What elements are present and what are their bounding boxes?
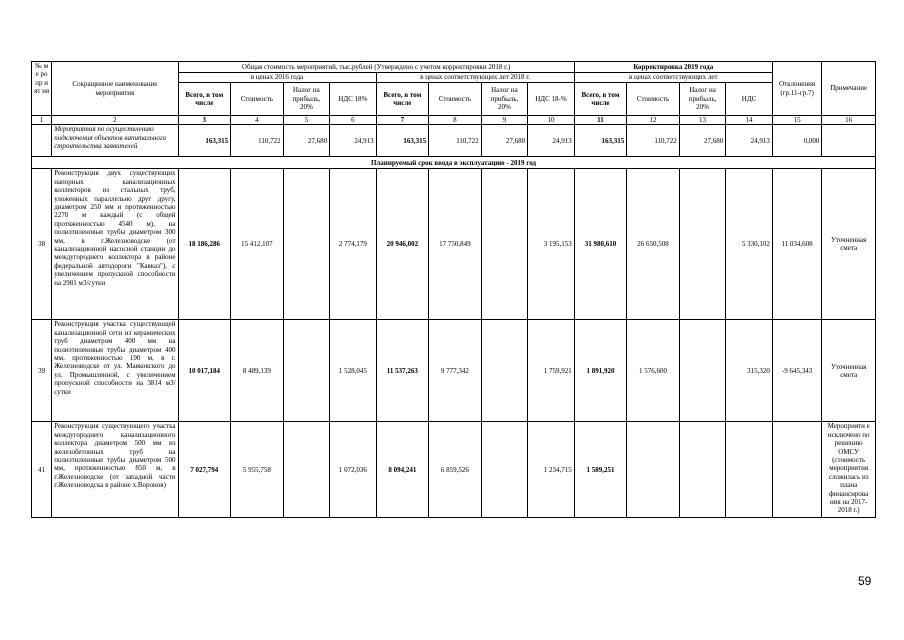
row-value [481, 422, 527, 518]
row-value [679, 422, 725, 518]
row-value: 1 589,251 [574, 422, 627, 518]
header-cost: Стоимость [429, 83, 482, 116]
summary-value: 27,680 [679, 125, 725, 157]
row-value: 1 528,045 [330, 320, 376, 422]
header-cost: Стоимость [627, 83, 680, 116]
row-value: 9 777,342 [429, 320, 482, 422]
row-value: 31 980,610 [574, 169, 627, 320]
col-number: 10 [528, 116, 575, 125]
summary-value: 110,722 [627, 125, 680, 157]
table-row [32, 422, 876, 518]
row-value: 11 537,263 [376, 320, 429, 422]
summary-value: 27,680 [481, 125, 527, 157]
row-value: 1 234,715 [528, 422, 575, 518]
header-prices-corr: в ценах соответствующих лет [574, 73, 772, 83]
row-value: 5 955,758 [231, 422, 284, 518]
row-value: 8 489,139 [231, 320, 284, 422]
col-number: 9 [481, 116, 527, 125]
row-value: 10 017,184 [178, 320, 231, 422]
col-number: 4 [231, 116, 284, 125]
summary-value: 163,315 [376, 125, 429, 157]
header-total-incl: Всего, в том числе [574, 83, 627, 116]
row-number: 38 [32, 169, 52, 320]
row-value: 15 412,107 [231, 169, 284, 320]
row-value [726, 422, 773, 518]
col-number: 5 [283, 116, 329, 125]
row-note: Уточненная смета [822, 169, 876, 320]
header-total-incl: Всего, в том числе [376, 83, 429, 116]
header-number: № ме ро пр ият ия [32, 62, 52, 116]
row-value [679, 169, 725, 320]
header-vat: НДС 18-% [528, 83, 575, 116]
summary-value: 110,722 [231, 125, 284, 157]
row-value [679, 320, 725, 422]
row-value [481, 169, 527, 320]
row-value: 3 195,153 [528, 169, 575, 320]
header-cost: Стоимость [231, 83, 284, 116]
row-value: 20 946,002 [376, 169, 429, 320]
header-deviation: Отклонения (гр.11-гр.7) [772, 62, 822, 116]
header-note: Примечание [822, 62, 876, 116]
col-number: 16 [822, 116, 876, 125]
header-total-cost: Общая стоимость мероприятий, тыс.рублей (Утверждено с учетом корректировки 2018 г.) [178, 62, 574, 73]
row-value: 7 027,794 [178, 422, 231, 518]
summary-num [32, 125, 52, 157]
row-name: Реконструкция участка существующей канализационной сети из керамических труб диаметром 400 мм на полиэтиленовые трубы диаметром 400 мм, протяженностью 190 м, в г. Железноводске от ул. Маяковского до ул. Промышленной, с увеличением пропускной способности на 3814 м3/сутки [52, 320, 178, 422]
row-value: 17 750,849 [429, 169, 482, 320]
header-profit-tax: Налог на прибыль, 20% [283, 83, 329, 116]
column-numbers-row [32, 116, 876, 125]
col-number: 6 [330, 116, 376, 125]
col-number: 3 [178, 116, 231, 125]
summary-value: 24,913 [726, 125, 773, 157]
header-profit-tax: Налог на прибыль, 20% [481, 83, 527, 116]
summary-row [32, 125, 876, 157]
row-value: 5 330,102 [726, 169, 773, 320]
header-prices-2016: в ценах 2016 года [178, 73, 376, 83]
row-value [283, 422, 329, 518]
col-number: 14 [726, 116, 773, 125]
row-value: -9 645,343 [772, 320, 822, 422]
page-number: 59 [858, 574, 872, 588]
row-value [627, 422, 680, 518]
summary-value: 163,315 [574, 125, 627, 157]
header-vat: НДС 18% [330, 83, 376, 116]
col-number: 15 [772, 116, 822, 125]
col-number: 8 [429, 116, 482, 125]
col-number: 2 [52, 116, 178, 125]
summary-value: 24,913 [528, 125, 575, 157]
header-prices-2018: в ценах соответствующих лет 2018 г. [376, 73, 574, 83]
row-value: 1 891,920 [574, 320, 627, 422]
col-number: 7 [376, 116, 429, 125]
row-note: Уточненная смета [822, 320, 876, 422]
row-name: Реконструкция двух существующих напорных канализационных коллекторов из стальных труб, уложенных параллельно друг другу, диаметром 250 мм и протяженностью 2270 м каждый (с общей протяженностью 4540 м), на полиэтиленовые трубы диаметром 300 мм, в г.Железноводске (от канализационной насосной станции до междугороднего коллектора в районе федеральной автодороги "Кавказ"), с увеличением пропускной способности на 2981 м3/сутки [52, 169, 178, 320]
col-number: 12 [627, 116, 680, 125]
row-value: 2 774,179 [330, 169, 376, 320]
row-name: Реконструкция существующего участка междугороднего канализационного коллектора диаметром 500 мм из железобетонных труб на полиэтиленовые трубы диаметром 500 мм, протяженностью 850 м, в г.Железноводске (от западной части г.Железноводска в районе х.Воронов) [52, 422, 178, 518]
row-note: Мероприяти е исключено по решению ОМСУ (стоимость мероприятия сложилась из плана финансирова ния на 2017-2018 г.) [822, 422, 876, 518]
header-profit-tax: Налог на прибыль, 20% [679, 83, 725, 116]
row-value: 8 094,241 [376, 422, 429, 518]
row-value: 315,320 [726, 320, 773, 422]
row-value: 1 576,600 [627, 320, 680, 422]
row-number: 39 [32, 320, 52, 422]
row-value [481, 320, 527, 422]
table-row [32, 320, 876, 422]
summary-value [822, 125, 876, 157]
section-title: Планируемый срок ввода в эксплуатацию - 2019 год [32, 157, 876, 169]
row-value: 18 186,286 [178, 169, 231, 320]
summary-value: 24,913 [330, 125, 376, 157]
investment-program-table [31, 61, 876, 518]
row-value: 26 650,508 [627, 169, 680, 320]
summary-value: 110,722 [429, 125, 482, 157]
summary-name: Мероприятия по осуществлению подключения объектов капитального строительства заявителей [52, 125, 178, 157]
header-correction: Корректировка 2019 года [574, 62, 772, 73]
row-value: 6 859,526 [429, 422, 482, 518]
row-value [283, 320, 329, 422]
row-value: 1 759,921 [528, 320, 575, 422]
col-number: 1 [32, 116, 52, 125]
row-value: 11 034,608 [772, 169, 822, 320]
header-total-incl: Всего, в том числе [178, 83, 231, 116]
header-name: Сокращенное наименование мероприятия [52, 62, 178, 116]
row-number: 41 [32, 422, 52, 518]
row-value [283, 169, 329, 320]
col-number: 11 [574, 116, 627, 125]
col-number: 13 [679, 116, 725, 125]
row-value: 1 072,036 [330, 422, 376, 518]
header-vat: НДС [726, 83, 773, 116]
summary-value: 27,680 [283, 125, 329, 157]
summary-value: 0,000 [772, 125, 822, 157]
summary-value: 163,315 [178, 125, 231, 157]
table-row [32, 169, 876, 320]
row-value [772, 422, 822, 518]
